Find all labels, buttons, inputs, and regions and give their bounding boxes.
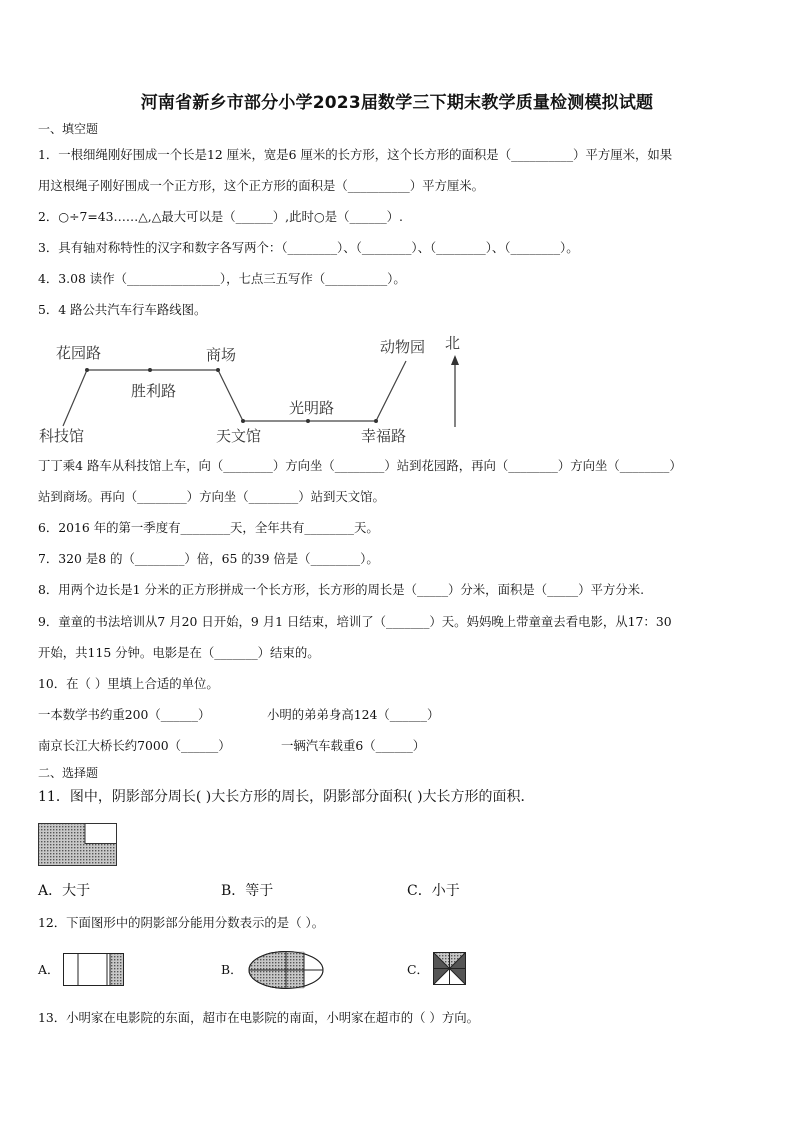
question-5-line-a: 丁丁乘4 路车从科技馆上车，向（________）方向坐（________）站到花园路，再向（________）方向坐（________） — [38, 458, 682, 473]
question-12: 12．下面图形中的阴影部分能用分数表示的是（ ）。 — [38, 915, 325, 930]
stop-label: 幸福路 — [361, 427, 407, 445]
stop-label: 动物园 — [380, 338, 426, 356]
page-title: 河南省新乡市部分小学2023届数学三下期末教学质量检测模拟试题 — [140, 93, 654, 113]
north-label: 北 — [445, 334, 461, 352]
section-fill-blank: 一、填空题 — [38, 122, 99, 136]
question-11: 11．图中，阴影部分周长( )大长方形的周长，阴影部分面积( )大长方形的面积． — [38, 789, 535, 805]
section-multiple-choice: 二、选择题 — [38, 766, 99, 780]
question-4: 4．3.08 读作（_______________），七点三五写作（__________）。 — [38, 271, 406, 286]
question-1-line-2: 用这根绳子刚好围成一个正方形，这个正方形的面积是（__________）平方厘米。 — [38, 178, 485, 193]
q11-option-c[interactable]: C．小于 — [407, 883, 460, 899]
question-13: 13．小明家在电影院的东面，超市在电影院的南面，小明家在超市的（ ）方向。 — [38, 1010, 479, 1025]
stop-label: 科技馆 — [39, 427, 85, 445]
stop-label: 胜利路 — [131, 382, 177, 400]
question-8: 8．用两个边长是1 分米的正方形拼成一个长方形，长方形的周长是（_____）分米，面积是（_____）平方分米. — [38, 582, 645, 597]
q12-figure-a-rectangle — [63, 953, 125, 987]
question-3: 3．具有轴对称特性的汉字和数字各写两个：（________）、（________）、（________）、（________）。 — [38, 240, 579, 255]
stop-label: 商场 — [206, 346, 237, 364]
question-10-item-2: 小明的弟弟身高124（______） — [267, 707, 440, 722]
q12-option-a[interactable]: A． — [38, 962, 60, 977]
q12-option-c[interactable]: C． — [407, 962, 429, 977]
question-9-line-2: 开始，共115 分钟。电影是在（_______）结束的。 — [38, 645, 320, 660]
question-10-item-4: 一辆汽车载重6（______） — [281, 738, 426, 753]
q11-option-a[interactable]: A．大于 — [38, 883, 91, 899]
q12-figure-b-ellipse — [248, 950, 326, 990]
north-arrow-icon — [451, 355, 459, 365]
question-9-line-1: 9．童童的书法培训从7 月20 日开始，9 月1 日结束，培训了（_______）天。妈妈晚上带童童去看电影，从17：30 — [38, 614, 672, 629]
q12-figure-c-square — [433, 952, 467, 986]
question-2: 2．○÷7=43……△,△最大可以是（______）,此时○是（______）. — [38, 209, 403, 224]
question-5: 5．4 路公共汽车行车路线图。 — [38, 302, 207, 317]
bus-route-map — [30, 328, 480, 450]
q12-option-b[interactable]: B． — [221, 962, 243, 977]
question-10-item-1: 一本数学书约重200（______） — [38, 707, 211, 722]
question-10: 10．在（ ）里填上合适的单位。 — [38, 676, 219, 691]
q11-option-b[interactable]: B．等于 — [221, 883, 274, 899]
stop-label: 天文馆 — [216, 427, 262, 445]
q11-shaded-rectangle-figure — [38, 823, 118, 867]
question-6: 6．2016 年的第一季度有________天，全年共有________天。 — [38, 520, 379, 535]
question-5-line-b: 站到商场。再向（________）方向坐（________）站到天文馆。 — [38, 489, 385, 504]
question-7: 7．320 是8 的（________）倍，65 的39 倍是（________）。 — [38, 551, 379, 566]
question-1-line-1: 1．一根细绳刚好围成一个长是12 厘米，宽是6 厘米的长方形，这个长方形的面积是（__________）平方厘米，如果 — [38, 147, 673, 162]
stop-label: 花园路 — [56, 344, 102, 362]
stop-label: 光明路 — [289, 399, 335, 417]
question-10-item-3: 南京长江大桥长约7000（______） — [38, 738, 231, 753]
